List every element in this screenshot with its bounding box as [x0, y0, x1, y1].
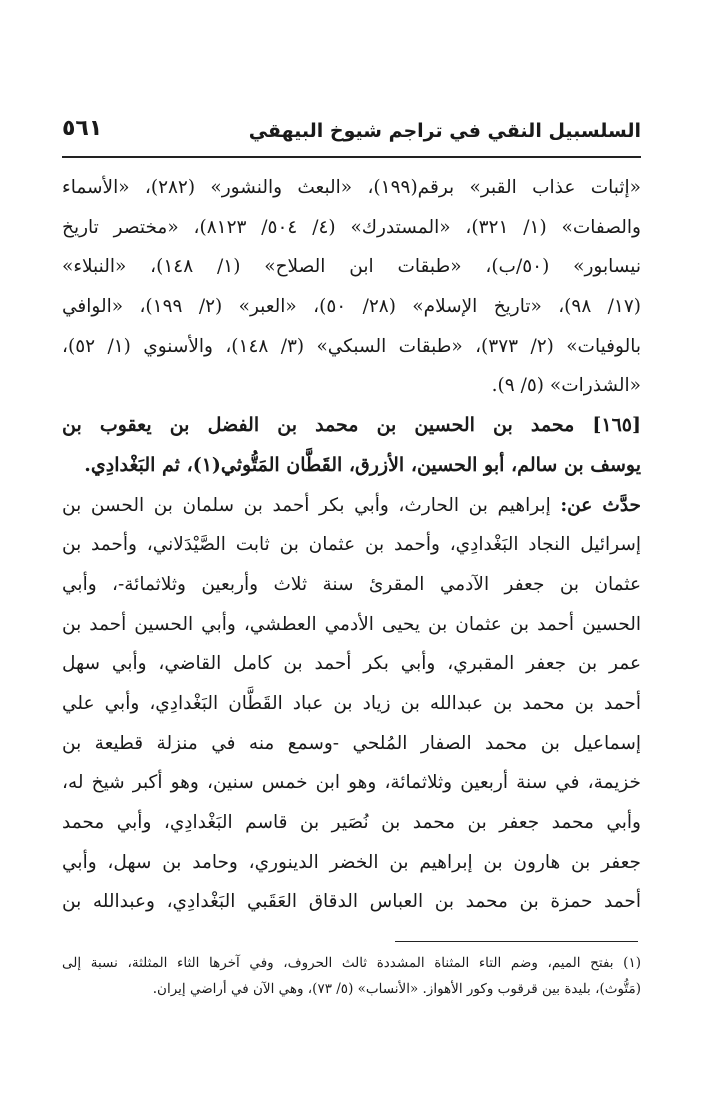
entry-heading-line: يوسف بن سالم، أبو الحسين، الأزرق، القَطَّان المَتُّوثي(١)، ثم البَغْدادِي.: [84, 453, 641, 476]
text-line: حدَّث عن: إبراهيم بن الحارث، وأبي بكر أحمد بن سلمان بن الحسن بن: [62, 494, 641, 516]
running-header: [62, 112, 641, 152]
text-line: إسماعيل بن محمد الصفار المُلحي -وسمع منه في منزلة قطيعة بن: [62, 732, 641, 754]
text-line: أحمد حمزة بن محمد بن العباس الدقاق العَقَبي البَغْدادِي، وعبدالله بن: [62, 891, 641, 913]
header-rule: [62, 156, 641, 158]
footnote-line: (مَتُّوث)، بليدة بين قرقوب وكور الأهواز. «الأنساب» (٥/ ٧٣)، وهي الآن في أراضي إيران.: [152, 981, 641, 997]
text-line: وأبي محمد جعفر بن محمد بن نُصَير بن قاسم البَغْدادِي، وأبي محمد: [62, 812, 641, 833]
text-line: (١٧/ ٩٨)، «تاريخ الإسلام» (٢٨/ ٥٠)، «العبر» (٢/ ١٩٩)، «الوافي: [62, 296, 641, 318]
text-line: الحسين أحمد بن عثمان بن يحيى الأدمي العطشي، وأبي الحسين أحمد بن: [62, 613, 641, 635]
text-line: نيسابور» (٥٠/ب)، «طبقات ابن الصلاح» (١/ ١٤٨)، «النبلاء»: [62, 256, 641, 278]
text-line: عمر بن جعفر المقبري، وأبي بكر أحمد بن كامل القاضي، وأبي سهل: [62, 653, 641, 675]
text-line: بالوفيات» (٢/ ٣٧٣)، «طبقات السبكي» (٣/ ١٤٨)، والأسنوي (١/ ٥٢)،: [62, 335, 641, 357]
text-line: «الشذرات» (٥/ ٩).: [491, 375, 641, 397]
footnote-rule: [395, 941, 638, 942]
text-line: جعفر بن هارون بن إبراهيم بن الخضر الدينوري، وحامد بن سهل، وأبي: [62, 851, 641, 873]
entry-heading-line: [١٦٥] محمد بن الحسين بن محمد بن الفضل بن يعقوب بن: [62, 414, 641, 437]
text-line: إسرائيل النجاد البَغْدادِي، وأحمد بن عثمان بن ثابت الصَّيْدَلاني، وأحمد بن: [62, 534, 641, 556]
text-line: أحمد بن محمد بن عبدالله بن زياد بن عباد القَطَّان البَغْدادِي، وأبي علي: [62, 692, 641, 714]
footnote-line: (١) بفتح الميم، وضم التاء المثناة المشددة ثالث الحروف، وفي آخرها الثاء المثلثة، نسبة إلى: [62, 955, 641, 971]
footnotes: [62, 950, 641, 1002]
text-line: «إثبات عذاب القبر» برقم(١٩٩)، «البعث والنشور» (٢٨٢)، «الأسماء: [62, 177, 641, 198]
page-number: ٥٦١: [62, 116, 103, 141]
entry-lead: حدَّث عن:: [560, 494, 641, 516]
text-line: والصفات» (١/ ٣٢١)، «المستدرك» (٤/ ٥٠٤/ ٨١٢٣)، «مختصر تاريخ: [62, 216, 641, 238]
text-line: خزيمة، في سنة أربعين وثلاثمائة، وهو ابن خمس سنين، وهو أكبر شيخ له،: [62, 772, 641, 794]
running-title: السلسبيل النقي في تراجم شيوخ البيهقي: [248, 120, 641, 142]
body-text: [62, 168, 641, 922]
text-line: عثمان بن جعفر الآدمي المقرئ سنة ثلاث وأربعين وثلاثمائة-، وأبي: [62, 573, 641, 595]
